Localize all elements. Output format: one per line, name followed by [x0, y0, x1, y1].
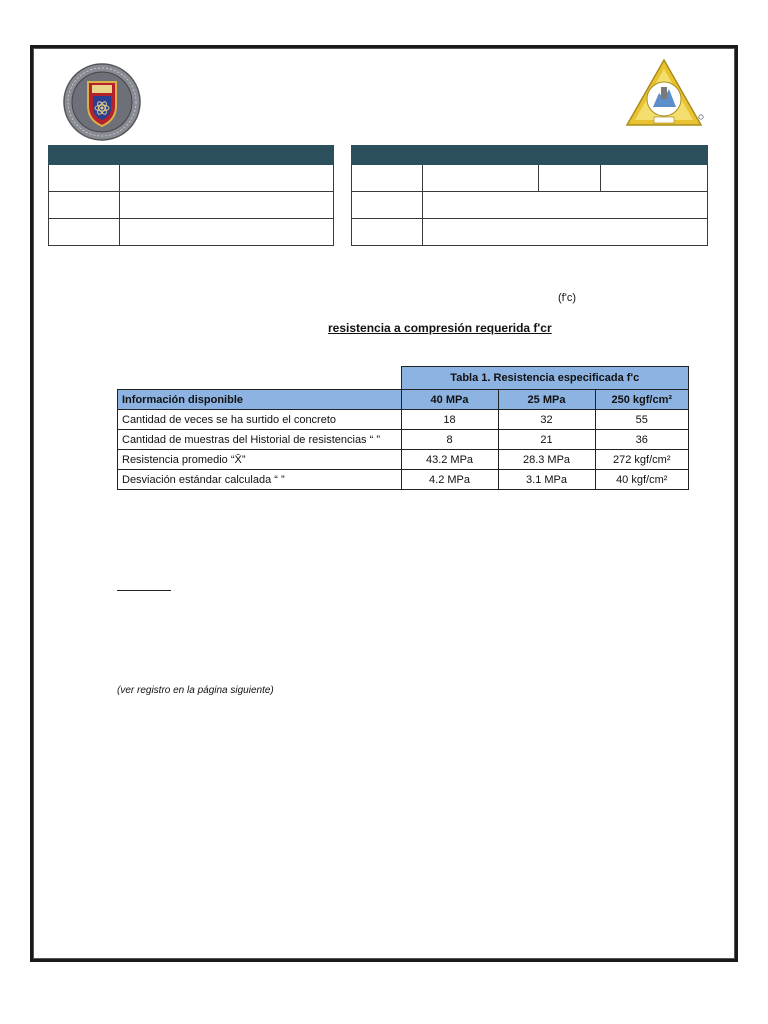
- info-value-cell: [423, 192, 708, 219]
- table-cell: 40 kgf/cm²: [595, 470, 689, 490]
- column-header: Información disponible: [118, 390, 402, 410]
- info-value-cell: [423, 165, 539, 192]
- table-row: [118, 470, 689, 490]
- table-cell: 55: [595, 410, 689, 430]
- university-seal-icon: [62, 62, 142, 142]
- blank-corner: [118, 367, 402, 390]
- info-label-cell: [539, 165, 601, 192]
- table-caption: Tabla 1. Resistencia especificada f'c: [401, 367, 689, 390]
- info-label-cell: [352, 219, 423, 246]
- row-label: Desviación estándar calculada “ ”: [118, 470, 402, 490]
- column-header: 250 kgf/cm²: [595, 390, 689, 410]
- info-label-cell: [352, 165, 423, 192]
- header-info-table-right: [351, 145, 708, 246]
- info-value-cell: [120, 192, 334, 219]
- table-cell: 43.2 MPa: [401, 450, 498, 470]
- table-cell: 28.3 MPa: [498, 450, 595, 470]
- table-header-row: [118, 390, 689, 410]
- section-heading: resistencia a compresión requerida f'cr: [328, 321, 552, 335]
- short-divider-line: [117, 590, 171, 591]
- footnote: (ver registro en la página siguiente): [117, 685, 274, 696]
- table-cell: 8: [401, 430, 498, 450]
- specified-strength-table: [117, 366, 689, 490]
- table-row: [118, 410, 689, 430]
- header-bar: [352, 146, 708, 165]
- info-value-cell: [120, 219, 334, 246]
- info-label-cell: [352, 192, 423, 219]
- column-header: 25 MPa: [498, 390, 595, 410]
- row-label: Resistencia promedio “X̄”: [118, 450, 402, 470]
- row-label: Cantidad de muestras del Historial de resistencias “ ”: [118, 430, 402, 450]
- info-label-cell: [49, 165, 120, 192]
- header-info-table-left: [48, 145, 334, 246]
- info-value-cell: [601, 165, 708, 192]
- table-cell: 21: [498, 430, 595, 450]
- table-row: [118, 450, 689, 470]
- info-value-cell: [423, 219, 708, 246]
- table-cell: 4.2 MPa: [401, 470, 498, 490]
- header-bar: [49, 146, 334, 165]
- civil-engineering-emblem-icon: [623, 57, 705, 132]
- info-label-cell: [49, 219, 120, 246]
- row-label: Cantidad de veces se ha surtido el concreto: [118, 410, 402, 430]
- column-header: 40 MPa: [401, 390, 498, 410]
- table-cell: 36: [595, 430, 689, 450]
- info-label-cell: [49, 192, 120, 219]
- fc-note: (f'c): [558, 292, 576, 304]
- table-cell: 18: [401, 410, 498, 430]
- table-row: [118, 430, 689, 450]
- info-value-cell: [120, 165, 334, 192]
- table-cell: 32: [498, 410, 595, 430]
- table-cell: 272 kgf/cm²: [595, 450, 689, 470]
- table-cell: 3.1 MPa: [498, 470, 595, 490]
